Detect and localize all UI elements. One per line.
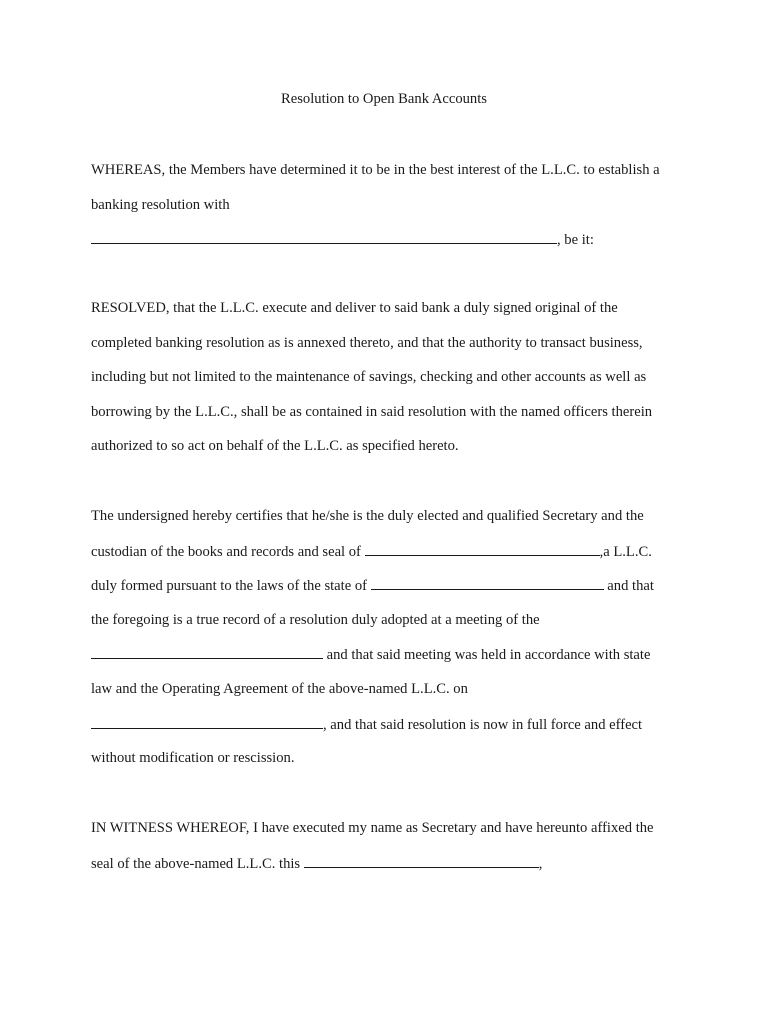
text-fragment: ,a L.L.C. — [599, 543, 652, 560]
text-line: WHEREAS, the Members have determined it to be in the best interest of the L.L.C. to establish a — [91, 162, 660, 178]
text-line: The undersigned hereby certifies that he/she is the duly elected and qualified Secretary and the — [91, 508, 644, 524]
bank-name-blank[interactable] — [91, 229, 557, 244]
text-line: law and the Operating Agreement of the above-named L.L.C. on — [91, 680, 468, 697]
meeting-blank[interactable] — [91, 644, 323, 659]
text-line-with-blank — [91, 229, 691, 264]
text-line: authorized to so act on behalf of the L.L.C. as specified hereto. — [91, 438, 459, 455]
text-line-with-blank — [91, 575, 691, 610]
text-line-with-blank — [91, 853, 691, 888]
witness-paragraph — [91, 818, 691, 887]
text-line: including but not limited to the maintenance of savings, checking and other accounts as well as — [91, 369, 647, 386]
text-line: borrowing by the L.L.C., shall be as contained in said resolution with the named officers therein — [91, 403, 653, 420]
text-line: RESOLVED, that the L.L.C. execute and deliver to said bank a duly signed original of the — [91, 300, 618, 316]
meeting-date-blank[interactable] — [91, 714, 323, 729]
document-title: Resolution to Open Bank Accounts — [281, 91, 487, 107]
text-fragment: and that — [603, 578, 654, 595]
company-name-blank[interactable] — [365, 541, 600, 556]
text-line: banking resolution with — [91, 196, 230, 213]
text-line: the foregoing is a true record of a resolution duly adopted at a meeting of the — [91, 611, 540, 628]
state-blank[interactable] — [371, 575, 604, 590]
text-line-with-blank — [91, 644, 691, 679]
certification-paragraph — [91, 506, 691, 783]
text-fragment: , — [538, 855, 543, 872]
text-line: IN WITNESS WHEREOF, I have executed my name as Secretary and have hereunto affixed the — [91, 820, 654, 836]
text-line-with-blank — [91, 541, 691, 576]
text-fragment: duly formed pursuant to the laws of the state of — [91, 578, 371, 595]
resolved-paragraph — [91, 298, 691, 471]
whereas-paragraph — [91, 160, 691, 264]
text-line-with-blank — [91, 714, 691, 749]
text-fragment: seal of the above-named L.L.C. this — [91, 855, 304, 872]
execution-date-blank[interactable] — [304, 853, 539, 868]
text-fragment: , be it: — [557, 232, 594, 249]
text-fragment: and that said meeting was held in accordance with state — [323, 647, 651, 664]
text-fragment: custodian of the books and records and seal of — [91, 543, 365, 560]
text-line: completed banking resolution as is annexed thereto, and that the authority to transact business, — [91, 334, 643, 351]
text-fragment: , and that said resolution is now in full force and effect — [323, 716, 643, 733]
text-line: without modification or rescission. — [91, 750, 295, 767]
